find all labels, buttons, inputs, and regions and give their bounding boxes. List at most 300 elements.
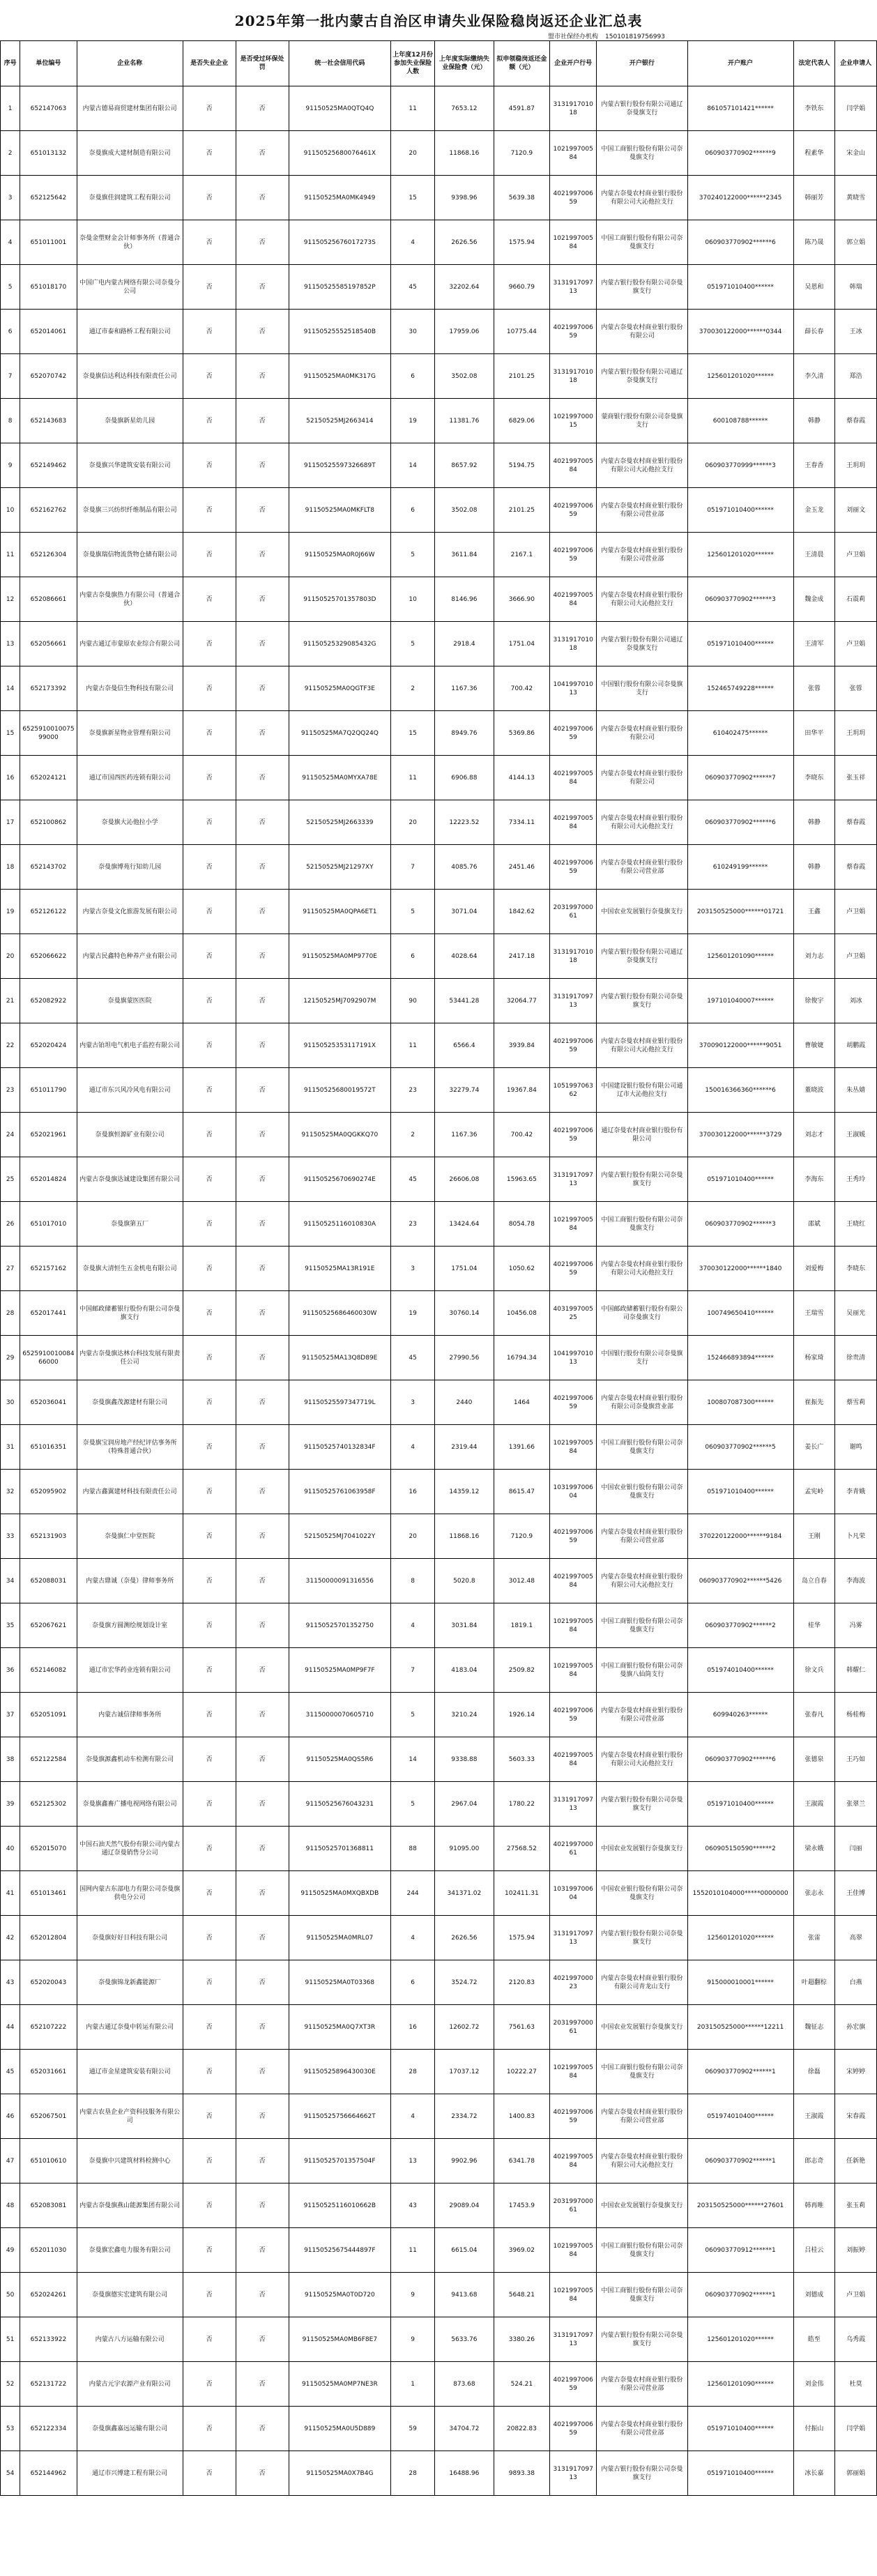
is-unemployment-enterprise-cell: 否 <box>183 220 236 265</box>
env-penalty-cell: 否 <box>236 488 289 533</box>
bank-name-cell: 内蒙古奈曼农村商业银行股份有限公司营业部 <box>597 2362 687 2407</box>
legal-rep-cell: 王鑫 <box>793 890 835 934</box>
is-unemployment-enterprise-cell: 否 <box>183 1559 236 1603</box>
row-index-cell: 20 <box>1 934 20 979</box>
legal-rep-cell: 叶超翻棕 <box>793 1960 835 2005</box>
account-number-cell: 060903770902******2 <box>687 1603 793 1648</box>
credit-code-cell: 91150525MA0MRL07 <box>289 1916 391 1960</box>
refund-amount-cell: 1050.62 <box>494 1247 549 1291</box>
refund-amount-cell: 8054.78 <box>494 1202 549 1247</box>
is-unemployment-enterprise-cell: 否 <box>183 1202 236 1247</box>
row-index-cell: 49 <box>1 2228 20 2273</box>
is-unemployment-enterprise-cell: 否 <box>183 1693 236 1737</box>
account-number-cell: 609940263****** <box>687 1693 793 1737</box>
table-row <box>1 1157 877 1202</box>
agency-code: 150101819756993 <box>605 33 665 40</box>
bank-name-cell: 中国工商银行股份有限公司奈曼旗支行 <box>597 131 687 176</box>
unit-number-cell: 652014061 <box>20 310 77 354</box>
table-row <box>1 86 877 131</box>
bank-code-cell: 102199700584 <box>550 2050 597 2094</box>
legal-rep-cell: 王淑霞 <box>793 2094 835 2139</box>
row-index-cell: 44 <box>1 2005 20 2050</box>
applicant-cell: 李海波 <box>835 1559 877 1603</box>
is-unemployment-enterprise-cell: 否 <box>183 934 236 979</box>
env-penalty-cell: 否 <box>236 1113 289 1157</box>
credit-code-cell: 52150525MJ2663339 <box>289 800 391 845</box>
row-index-cell: 23 <box>1 1068 20 1113</box>
account-number-cell: 1552010104000*****0000000 <box>687 1871 793 1916</box>
refund-amount-cell: 17453.9 <box>494 2183 549 2228</box>
company-name-cell: 奈曼旗方圆测绘规划设计室 <box>77 1603 183 1648</box>
company-name-cell: 内蒙古通辽奈曼中转运有限公司 <box>77 2005 183 2050</box>
table-row <box>1 1291 877 1336</box>
company-name-cell: 内蒙古奈曼旗燕山能源集团有限公司 <box>77 2183 183 2228</box>
bank-code-cell: 313191709713 <box>550 1782 597 1827</box>
premium-paid-cell: 5633.76 <box>435 2317 494 2362</box>
refund-amount-cell: 2101.25 <box>494 354 549 399</box>
account-number-cell: 051971010400****** <box>687 265 793 310</box>
col-unit-number-header: 单位编号 <box>20 41 77 86</box>
table-row <box>1 1023 877 1068</box>
premium-paid-cell: 5020.8 <box>435 1559 494 1603</box>
legal-rep-cell: 程素华 <box>793 131 835 176</box>
bank-name-cell: 中国农业发展银行奈曼旗支行 <box>597 1827 687 1871</box>
account-number-cell: 125601201090****** <box>687 934 793 979</box>
bank-code-cell: 402199700659 <box>550 1247 597 1291</box>
legal-rep-cell: 刘力志 <box>793 934 835 979</box>
is-unemployment-enterprise-cell: 否 <box>183 1247 236 1291</box>
premium-paid-cell: 3611.84 <box>435 533 494 577</box>
company-name-cell: 奈曼旗兴华建筑安装有限公司 <box>77 443 183 488</box>
company-name-cell: 通辽市金星建筑安装有限公司 <box>77 2050 183 2094</box>
bank-code-cell: 402199700659 <box>550 711 597 756</box>
premium-paid-cell: 1167.36 <box>435 1113 494 1157</box>
legal-rep-cell: 王淑霞 <box>793 1782 835 1827</box>
company-name-cell: 通辽市泰和路桥工程有限公司 <box>77 310 183 354</box>
legal-rep-cell: 薛长春 <box>793 310 835 354</box>
bank-name-cell: 中国农业发展银行奈曼旗支行 <box>597 2183 687 2228</box>
unit-number-cell: 652020424 <box>20 1023 77 1068</box>
row-index-cell: 34 <box>1 1559 20 1603</box>
premium-paid-cell: 2967.04 <box>435 1782 494 1827</box>
legal-rep-cell: 孟宪岭 <box>793 1470 835 1514</box>
row-index-cell: 38 <box>1 1737 20 1782</box>
account-number-cell: 051971010400****** <box>687 1782 793 1827</box>
row-index-cell: 24 <box>1 1113 20 1157</box>
unit-number-cell: 652143683 <box>20 399 77 443</box>
legal-rep-cell: 刘金伟 <box>793 2362 835 2407</box>
bank-code-cell: 402199700023 <box>550 1960 597 2005</box>
env-penalty-cell: 否 <box>236 1247 289 1291</box>
insured-count-cell: 15 <box>391 176 435 220</box>
applicant-cell: 宋春霞 <box>835 2094 877 2139</box>
col-bank-name-header: 开户银行 <box>597 41 687 86</box>
unit-number-cell: 652143702 <box>20 845 77 890</box>
table-row <box>1 666 877 711</box>
premium-paid-cell: 29089.04 <box>435 2183 494 2228</box>
env-penalty-cell: 否 <box>236 1336 289 1380</box>
applicant-cell: 刘振婷 <box>835 2228 877 2273</box>
insured-count-cell: 6 <box>391 354 435 399</box>
row-index-cell: 16 <box>1 756 20 800</box>
account-number-cell: 060903770902******1 <box>687 2273 793 2317</box>
unit-number-cell: 652017441 <box>20 1291 77 1336</box>
credit-code-cell: 91150525MA0MKFLT8 <box>289 488 391 533</box>
legal-rep-cell: 王瑞雪 <box>793 1291 835 1336</box>
is-unemployment-enterprise-cell: 否 <box>183 1068 236 1113</box>
insured-count-cell: 23 <box>391 1068 435 1113</box>
is-unemployment-enterprise-cell: 否 <box>183 2451 236 2496</box>
unit-number-cell: 652014824 <box>20 1157 77 1202</box>
is-unemployment-enterprise-cell: 否 <box>183 2273 236 2317</box>
row-index-cell: 33 <box>1 1514 20 1559</box>
row-index-cell: 14 <box>1 666 20 711</box>
table-row <box>1 2139 877 2183</box>
unit-number-cell: 652012804 <box>20 1916 77 1960</box>
insured-count-cell: 3 <box>391 1247 435 1291</box>
premium-paid-cell: 9398.96 <box>435 176 494 220</box>
bank-code-cell: 402199700659 <box>550 1693 597 1737</box>
bank-name-cell: 内蒙古银行股份有限公司奈曼旗支行 <box>597 1157 687 1202</box>
col-index-header: 序号 <box>1 41 20 86</box>
insured-count-cell: 20 <box>391 800 435 845</box>
account-number-cell: 610249199****** <box>687 845 793 890</box>
row-index-cell: 18 <box>1 845 20 890</box>
account-number-cell: 051971010400****** <box>687 1470 793 1514</box>
legal-rep-cell: 曹敏婕 <box>793 1023 835 1068</box>
refund-amount-cell: 5603.33 <box>494 1737 549 1782</box>
company-name-cell: 奈曼旗三兴纺织纤维制品有限公司 <box>77 488 183 533</box>
is-unemployment-enterprise-cell: 否 <box>183 399 236 443</box>
env-penalty-cell: 否 <box>236 176 289 220</box>
refund-amount-cell: 524.21 <box>494 2362 549 2407</box>
bank-code-cell: 402199700659 <box>550 2094 597 2139</box>
refund-amount-cell: 7334.11 <box>494 800 549 845</box>
premium-paid-cell: 53441.28 <box>435 979 494 1023</box>
company-name-cell: 内蒙古农垦企业产资科技服务有限公司 <box>77 2094 183 2139</box>
credit-code-cell: 52150525MJ21297XY <box>289 845 391 890</box>
table-row <box>1 1737 877 1782</box>
unit-number-cell: 652070742 <box>20 354 77 399</box>
bank-code-cell: 402199700584 <box>550 756 597 800</box>
table-body <box>1 86 877 2496</box>
refund-amount-cell: 6341.78 <box>494 2139 549 2183</box>
legal-rep-cell: 王清军 <box>793 622 835 666</box>
applicant-cell: 韩瑞 <box>835 265 877 310</box>
company-name-cell: 奈曼旗锦龙新鑫能源厂 <box>77 1960 183 2005</box>
account-number-cell: 051971010400****** <box>687 1157 793 1202</box>
refund-amount-cell: 3380.26 <box>494 2317 549 2362</box>
credit-code-cell: 91150525552518540B <box>289 310 391 354</box>
bank-name-cell: 内蒙古奈曼农村商业银行股份有限公司营业部 <box>597 2094 687 2139</box>
bank-name-cell: 内蒙古奈曼农村商业银行股份有限公司营业部 <box>597 1514 687 1559</box>
row-index-cell: 9 <box>1 443 20 488</box>
legal-rep-cell: 张蓉 <box>793 666 835 711</box>
insured-count-cell: 43 <box>391 2183 435 2228</box>
bank-name-cell: 内蒙古奈曼农村商业银行股份有限公司营业部 <box>597 845 687 890</box>
bank-code-cell: 105199706362 <box>550 1068 597 1113</box>
account-number-cell: 060903770912******1 <box>687 2228 793 2273</box>
agency-label: 盟市社保经办机构 <box>548 33 599 40</box>
legal-rep-cell: 皓至 <box>793 2317 835 2362</box>
refund-amount-cell: 5648.21 <box>494 2273 549 2317</box>
row-index-cell: 27 <box>1 1247 20 1291</box>
bank-name-cell: 内蒙古奈曼农村商业银行股份有限公司营业部 <box>597 2407 687 2451</box>
env-penalty-cell: 否 <box>236 1648 289 1693</box>
legal-rep-cell: 冰长嘉 <box>793 2451 835 2496</box>
refund-amount-cell: 1400.83 <box>494 2094 549 2139</box>
credit-code-cell: 91150525MA0T0D720 <box>289 2273 391 2317</box>
insured-count-cell: 11 <box>391 1023 435 1068</box>
company-name-cell: 内蒙古奈曼文化旅游发展有限公司 <box>77 890 183 934</box>
applicant-cell: 朱丛婧 <box>835 1068 877 1113</box>
credit-code-cell: 91150525116010830A <box>289 1202 391 1247</box>
insured-count-cell: 8 <box>391 1559 435 1603</box>
env-penalty-cell: 否 <box>236 1871 289 1916</box>
unit-number-cell: 652125642 <box>20 176 77 220</box>
unit-number-cell: 652122584 <box>20 1737 77 1782</box>
insured-count-cell: 14 <box>391 443 435 488</box>
account-number-cell: 150016366360******6 <box>687 1068 793 1113</box>
credit-code-cell: 91150525MA0R0J66W <box>289 533 391 577</box>
insured-count-cell: 30 <box>391 310 435 354</box>
row-index-cell: 8 <box>1 399 20 443</box>
table-row <box>1 622 877 666</box>
table-row <box>1 1470 877 1514</box>
applicant-cell: 宋婷婷 <box>835 2050 877 2094</box>
env-penalty-cell: 否 <box>236 354 289 399</box>
credit-code-cell: 91150525676017273S <box>289 220 391 265</box>
table-row <box>1 1782 877 1827</box>
company-name-cell: 中国广电内蒙古网络有限公司奈曼分公司 <box>77 265 183 310</box>
insured-count-cell: 5 <box>391 890 435 934</box>
unit-number-cell: 652144962 <box>20 2451 77 2496</box>
account-number-cell: 060903770902******9 <box>687 131 793 176</box>
bank-name-cell: 内蒙古银行股份有限公司奈曼旗支行 <box>597 1782 687 1827</box>
bank-code-cell: 103199700604 <box>550 1871 597 1916</box>
applicant-cell: 胡鹏霞 <box>835 1023 877 1068</box>
legal-rep-cell: 董晓波 <box>793 1068 835 1113</box>
table-row <box>1 711 877 756</box>
is-unemployment-enterprise-cell: 否 <box>183 488 236 533</box>
company-name-cell: 奈曼旗德实宏建筑有限公司 <box>77 2273 183 2317</box>
bank-name-cell: 蒙商银行股份有限公司奈曼旗支行 <box>597 399 687 443</box>
credit-code-cell: 91150525896430030E <box>289 2050 391 2094</box>
env-penalty-cell: 否 <box>236 2407 289 2451</box>
insured-count-cell: 6 <box>391 934 435 979</box>
unit-number-cell: 652024261 <box>20 2273 77 2317</box>
unit-number-cell: 652095902 <box>20 1470 77 1514</box>
refund-amount-cell: 1842.62 <box>494 890 549 934</box>
table-row <box>1 2050 877 2094</box>
document-title: 2025年第一批内蒙古自治区申请失业保险稳岗返还企业汇总表 <box>234 13 643 29</box>
unit-number-cell: 652051091 <box>20 1693 77 1737</box>
bank-name-cell: 内蒙古奈曼农村商业银行股份有限公司营业部 <box>597 1693 687 1737</box>
insured-count-cell: 7 <box>391 1648 435 1693</box>
unit-number-cell: 652067621 <box>20 1603 77 1648</box>
premium-paid-cell: 2440 <box>435 1380 494 1425</box>
credit-code-cell: 91150525MA0MP9F7F <box>289 1648 391 1693</box>
row-index-cell: 26 <box>1 1202 20 1247</box>
env-penalty-cell: 否 <box>236 1916 289 1960</box>
row-index-cell: 50 <box>1 2273 20 2317</box>
legal-rep-cell: 田华平 <box>793 711 835 756</box>
bank-name-cell: 中国工商银行股份有限公司奈曼旗八仙筒支行 <box>597 1648 687 1693</box>
refund-amount-cell: 10456.08 <box>494 1291 549 1336</box>
company-name-cell: 内蒙古鑫翼建材科技有限责任公司 <box>77 1470 183 1514</box>
account-number-cell: 370240122000******2345 <box>687 176 793 220</box>
applicant-cell: 王秀玲 <box>835 1157 877 1202</box>
applicant-cell: 白燕 <box>835 1960 877 2005</box>
refund-amount-cell: 32064.77 <box>494 979 549 1023</box>
env-penalty-cell: 否 <box>236 443 289 488</box>
refund-amount-cell: 20822.83 <box>494 2407 549 2451</box>
credit-code-cell: 91150525MA0MK4949 <box>289 176 391 220</box>
unit-number-cell: 652021961 <box>20 1113 77 1157</box>
premium-paid-cell: 14359.12 <box>435 1470 494 1514</box>
env-penalty-cell: 否 <box>236 86 289 131</box>
bank-code-cell: 402199700659 <box>550 533 597 577</box>
refund-amount-cell: 5639.38 <box>494 176 549 220</box>
legal-rep-cell: 王清晨 <box>793 533 835 577</box>
credit-code-cell: 91150525MA0MXQBXDB <box>289 1871 391 1916</box>
bank-code-cell: 104199701013 <box>550 1336 597 1380</box>
is-unemployment-enterprise-cell: 否 <box>183 1113 236 1157</box>
legal-rep-cell: 张雷 <box>793 1916 835 1960</box>
env-penalty-cell: 否 <box>236 1737 289 1782</box>
credit-code-cell: 91150525MA0MYXA78E <box>289 756 391 800</box>
bank-name-cell: 内蒙古奈曼农村商业银行股份有限公司 <box>597 310 687 354</box>
env-penalty-cell: 否 <box>236 1960 289 2005</box>
refund-amount-cell: 2417.18 <box>494 934 549 979</box>
applicant-cell: 闫学娟 <box>835 86 877 131</box>
company-name-cell: 奈曼旗好好日科技有限公司 <box>77 1916 183 1960</box>
legal-rep-cell: 梁永娥 <box>793 1827 835 1871</box>
applicant-cell: 卜凡荣 <box>835 1514 877 1559</box>
table-row <box>1 1202 877 1247</box>
bank-code-cell: 102199700584 <box>550 1425 597 1470</box>
row-index-cell: 53 <box>1 2407 20 2451</box>
bank-code-cell: 402199700659 <box>550 1113 597 1157</box>
legal-rep-cell: 李海东 <box>793 1157 835 1202</box>
premium-paid-cell: 3031.84 <box>435 1603 494 1648</box>
is-unemployment-enterprise-cell: 否 <box>183 2407 236 2451</box>
applicant-cell: 张玉祥 <box>835 756 877 800</box>
refund-amount-cell: 9893.38 <box>494 2451 549 2496</box>
premium-paid-cell: 11868.16 <box>435 1514 494 1559</box>
premium-paid-cell: 34704.72 <box>435 2407 494 2451</box>
bank-name-cell: 内蒙古奈曼农村商业银行股份有限公司 <box>597 711 687 756</box>
account-number-cell: 152465749228****** <box>687 666 793 711</box>
account-number-cell: 203150525000******01721 <box>687 890 793 934</box>
table-row <box>1 488 877 533</box>
col-insured-count-header: 上年度12月份参加失业保险人数 <box>391 41 435 86</box>
credit-code-cell: 91150525701368811 <box>289 1827 391 1871</box>
row-index-cell: 19 <box>1 890 20 934</box>
account-number-cell: 125601201020****** <box>687 354 793 399</box>
company-name-cell: 奈曼旗大清恒生五金机电有限公司 <box>77 1247 183 1291</box>
credit-code-cell: 91150525675444897F <box>289 2228 391 2273</box>
applicant-cell: 郭丽娟 <box>835 2451 877 2496</box>
insured-count-cell: 6 <box>391 1960 435 2005</box>
bank-name-cell: 内蒙古奈曼农村商业银行股份有限公司大沁他拉支行 <box>597 800 687 845</box>
col-account-number-header: 开户账户 <box>687 41 793 86</box>
unit-number-cell: 652133922 <box>20 2317 77 2362</box>
bank-code-cell: 104199701013 <box>550 666 597 711</box>
bank-name-cell: 内蒙古银行股份有限公司通辽奈曼旗支行 <box>597 86 687 131</box>
bank-code-cell: 403199700525 <box>550 1291 597 1336</box>
credit-code-cell: 91150525676043231 <box>289 1782 391 1827</box>
account-number-cell: 600108788****** <box>687 399 793 443</box>
premium-paid-cell: 16488.96 <box>435 2451 494 2496</box>
row-index-cell: 41 <box>1 1871 20 1916</box>
table-row <box>1 2407 877 2451</box>
applicant-cell: 任新艳 <box>835 2139 877 2183</box>
is-unemployment-enterprise-cell: 否 <box>183 1960 236 2005</box>
refund-amount-cell: 10222.27 <box>494 2050 549 2094</box>
credit-code-cell: 91150525353117191X <box>289 1023 391 1068</box>
premium-paid-cell: 3210.24 <box>435 1693 494 1737</box>
account-number-cell: 060903770902******6 <box>687 220 793 265</box>
table-row <box>1 890 877 934</box>
applicant-cell: 卢卫娟 <box>835 2273 877 2317</box>
is-unemployment-enterprise-cell: 否 <box>183 756 236 800</box>
premium-paid-cell: 3071.04 <box>435 890 494 934</box>
account-number-cell: 370030122000******0344 <box>687 310 793 354</box>
bank-name-cell: 中国银行股份有限公司奈曼旗支行 <box>597 1336 687 1380</box>
env-penalty-cell: 否 <box>236 1559 289 1603</box>
bank-name-cell: 内蒙古奈曼农村商业银行股份有限公司 <box>597 756 687 800</box>
legal-rep-cell: 刘爱梅 <box>793 1247 835 1291</box>
unit-number-cell: 651013461 <box>20 1871 77 1916</box>
credit-code-cell: 91150525670690274E <box>289 1157 391 1202</box>
row-index-cell: 31 <box>1 1425 20 1470</box>
legal-rep-cell: 徐俊宇 <box>793 979 835 1023</box>
bank-code-cell: 313191709713 <box>550 1157 597 1202</box>
refund-amount-cell: 2509.82 <box>494 1648 549 1693</box>
company-name-cell: 奈曼旗新星幼儿园 <box>77 399 183 443</box>
legal-rep-cell: 李晓东 <box>793 756 835 800</box>
row-index-cell: 35 <box>1 1603 20 1648</box>
insured-count-cell: 5 <box>391 533 435 577</box>
insured-count-cell: 9 <box>391 2317 435 2362</box>
company-name-cell: 通辽市兴博建工程有限公司 <box>77 2451 183 2496</box>
insured-count-cell: 45 <box>391 265 435 310</box>
bank-name-cell: 内蒙古奈曼农村商业银行股份有限公司营业部 <box>597 533 687 577</box>
credit-code-cell: 91150525740132834F <box>289 1425 391 1470</box>
row-index-cell: 28 <box>1 1291 20 1336</box>
bank-name-cell: 中国工商银行股份有限公司奈曼旗支行 <box>597 1425 687 1470</box>
premium-paid-cell: 1751.04 <box>435 1247 494 1291</box>
is-unemployment-enterprise-cell: 否 <box>183 666 236 711</box>
premium-paid-cell: 11381.76 <box>435 399 494 443</box>
company-name-cell: 内蒙古德易商贸建材集团有限公司 <box>77 86 183 131</box>
bank-code-cell: 402199700659 <box>550 1023 597 1068</box>
account-number-cell: 203150525000******27601 <box>687 2183 793 2228</box>
row-index-cell: 10 <box>1 488 20 533</box>
env-penalty-cell: 否 <box>236 1603 289 1648</box>
credit-code-cell: 91150525756664662T <box>289 2094 391 2139</box>
company-name-cell: 内蒙古通辽市蒙原农业综合有限公司 <box>77 622 183 666</box>
bank-code-cell: 402199700659 <box>550 2362 597 2407</box>
refund-amount-cell: 7561.63 <box>494 2005 549 2050</box>
applicant-cell: 孙宏旗 <box>835 2005 877 2050</box>
legal-rep-cell: 王刚 <box>793 1514 835 1559</box>
env-penalty-cell: 否 <box>236 1202 289 1247</box>
row-index-cell: 54 <box>1 2451 20 2496</box>
credit-code-cell: 91150525MA0Q7XT3R <box>289 2005 391 2050</box>
is-unemployment-enterprise-cell: 否 <box>183 265 236 310</box>
